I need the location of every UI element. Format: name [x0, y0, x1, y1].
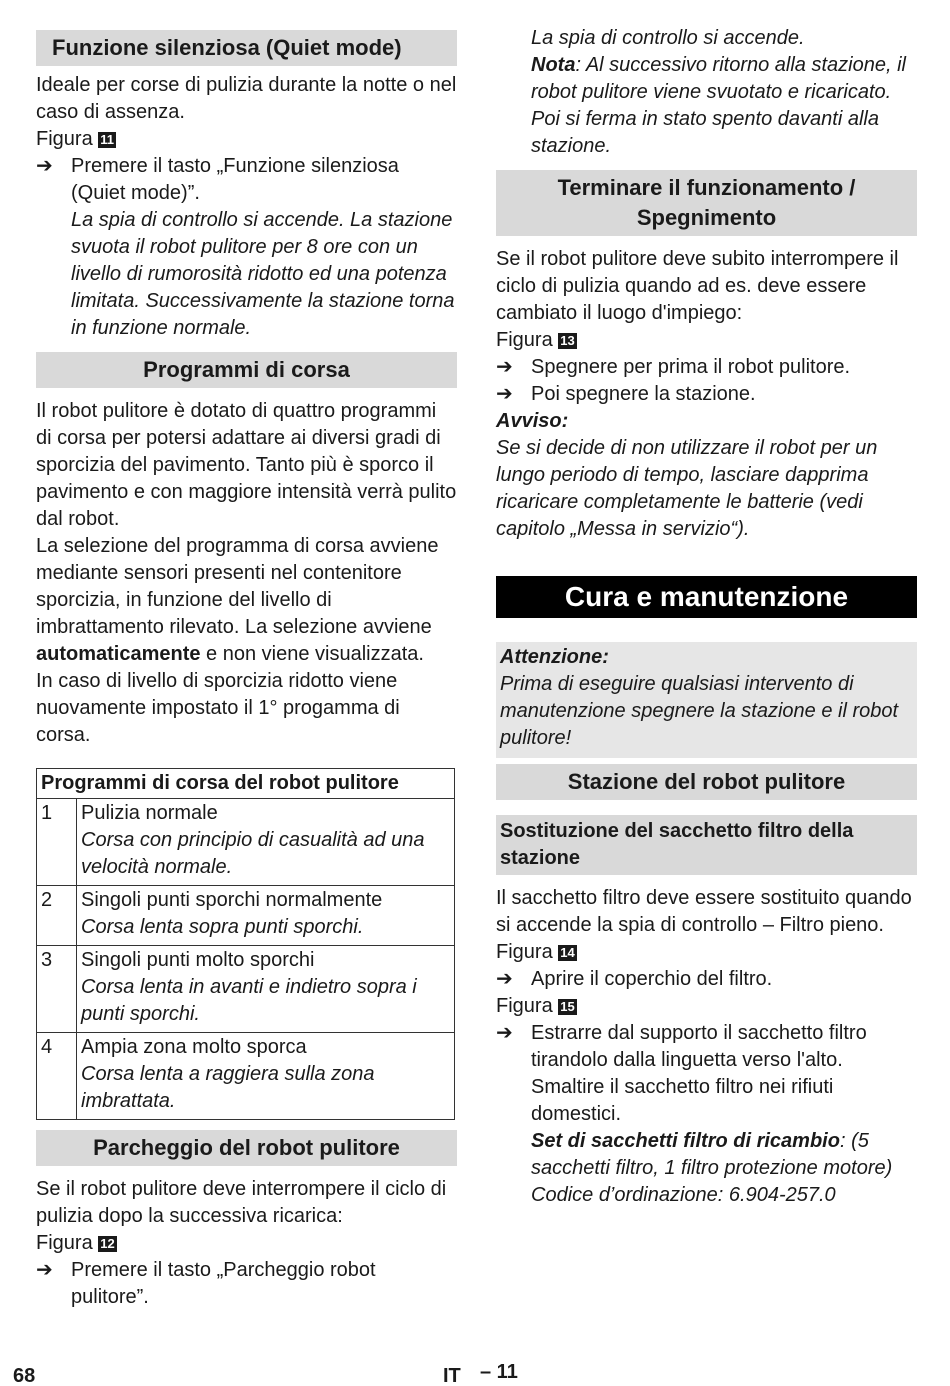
attention-text: Prima di eseguire qualsiasi intervento di manutenzione spegnere la stazione e il robot pulitore!	[500, 673, 899, 749]
step-text: Premere il tasto „Funzione silenziosa (Quiet mode)”.	[71, 155, 399, 204]
programs-paragraph-1: Il robot pulitore è dotato di quattro programmi di corsa per potersi adattare ai diversi gradi di sporcizia del pavimento. Tanto più è sporco il pavimento e con maggiore intensità verrà pulito dal robot.	[36, 400, 457, 530]
figure-ref-13	[496, 327, 917, 354]
quiet-mode-result: La spia di controllo si accende. La stazione svuota il robot pulitore per 8 ore con un livello di rumorosità ridotto ed una potenza limitata. Successivamente la stazione torna in funzione normale.	[71, 209, 455, 339]
page-number: 68	[13, 1365, 36, 1386]
row-content	[77, 946, 455, 1033]
figure-label: Figura	[36, 1232, 93, 1254]
spare-parts-info	[496, 1128, 917, 1182]
arrow-right-icon: ➔	[36, 1259, 53, 1281]
arrow-right-icon: ➔	[496, 968, 513, 990]
parking-note	[496, 52, 917, 160]
text-run: La selezione del programma di corsa avviene mediante sensori presenti nel contenitore sporcizia, in funzione del livello di imbrattamento rilevato. La selezione avviene	[36, 535, 439, 638]
left-column	[36, 30, 457, 1311]
row-number: 4	[37, 1033, 77, 1120]
arrow-right-icon: ➔	[36, 155, 53, 177]
figure-number-badge: 11	[100, 132, 115, 147]
bold-text: automaticamente	[36, 643, 201, 665]
avviso-label: Avviso:	[496, 410, 569, 432]
row-content	[77, 799, 455, 886]
row-title: Singoli punti sporchi normalmente	[81, 889, 383, 911]
text-run: e non viene visualizzata.	[200, 643, 424, 665]
programs-heading: Programmi di corsa	[36, 352, 457, 388]
parking-step	[36, 1257, 457, 1311]
spare-parts-label: Set di sacchetti filtro di ricambio	[531, 1130, 840, 1152]
row-number: 3	[37, 946, 77, 1033]
figure-label: Figura	[496, 995, 553, 1017]
step-text: Poi spegnere la stazione.	[531, 383, 756, 405]
figure-ref-15	[496, 993, 917, 1020]
right-column	[496, 25, 917, 1209]
table-row	[37, 886, 455, 946]
section-page-number: – 11	[480, 1361, 518, 1383]
figure-label: Figura	[496, 941, 553, 963]
end-step-1	[496, 354, 917, 381]
programs-paragraph-3: In caso di livello di sporcizia ridotto viene nuovamente impostato il 1° progamma di corsa.	[36, 670, 400, 746]
step-text: Aprire il coperchio del filtro.	[531, 968, 773, 990]
figure-label: Figura	[496, 329, 553, 351]
figure-ref-14	[496, 939, 917, 966]
attention-label: Attenzione:	[500, 646, 609, 668]
filter-bag-heading: Sostituzione del sacchetto filtro della stazione	[496, 815, 917, 875]
figure-ref-12	[36, 1230, 457, 1257]
figure-ref-11	[36, 126, 457, 153]
row-number: 1	[37, 799, 77, 886]
table-row	[37, 799, 455, 886]
note-label: Nota	[531, 54, 576, 76]
figure-number-badge: 14	[560, 945, 575, 960]
parking-intro: Se il robot pulitore deve interrompere il ciclo di pulizia dopo la successiva ricarica:	[36, 1178, 447, 1227]
avviso-text: Se si decide di non utilizzare il robot per un lungo periodo di tempo, lasciare dapprima ricaricare completamente le batterie (vedi capitolo „Messa in servizio“).	[496, 437, 878, 540]
filter-step-2	[496, 1020, 917, 1128]
spare-parts-text: : (5 sacchetti filtro, 1 filtro protezione motore)	[531, 1130, 893, 1179]
figure-number-badge: 12	[100, 1236, 115, 1251]
step-text: Spegnere per prima il robot pulitore.	[531, 356, 851, 378]
row-title: Singoli punti molto sporchi	[81, 949, 315, 971]
programs-paragraph-2	[36, 533, 457, 668]
filter-step-1	[496, 966, 917, 993]
row-content	[77, 886, 455, 946]
order-code: Codice d’ordinazione: 6.904-257.0	[531, 1184, 836, 1206]
care-maintenance-heading: Cura e manutenzione	[496, 576, 917, 618]
quiet-mode-intro: Ideale per corse di pulizia durante la notte o nel caso di assenza.	[36, 74, 457, 123]
row-description: Corsa lenta a raggiera sulla zona imbrattata.	[81, 1063, 375, 1112]
figure-number-badge: 15	[560, 999, 575, 1014]
row-title: Pulizia normale	[81, 802, 218, 824]
row-description: Corsa lenta sopra punti sporchi.	[81, 916, 364, 938]
end-operation-intro: Se il robot pulitore deve subito interrompere il ciclo di pulizia quando ad es. deve essere cambiato il luogo d'impiego:	[496, 248, 899, 324]
parking-result: La spia di controllo si accende.	[531, 27, 805, 49]
row-description: Corsa con principio di casualità ad una velocità normale.	[81, 829, 425, 878]
note-text: : Al successivo ritorno alla stazione, il robot pulitore viene svuotato e ricaricato. Poi si ferma in stato spento davanti alla stazione.	[531, 54, 906, 157]
table-row	[37, 946, 455, 1033]
row-title: Ampia zona molto sporca	[81, 1036, 307, 1058]
step-text: Estrarre dal supporto il sacchetto filtro tirandolo dalla linguetta verso l'alto. Smaltire il sacchetto filtro nei rifiuti domestici.	[531, 1022, 867, 1125]
attention-box	[496, 642, 917, 758]
row-description: Corsa lenta in avanti e indietro sopra i punti sporchi.	[81, 976, 417, 1025]
parking-heading: Parcheggio del robot pulitore	[36, 1130, 457, 1166]
end-step-2	[496, 381, 917, 408]
arrow-right-icon: ➔	[496, 383, 513, 405]
figure-number-badge: 13	[560, 333, 575, 348]
figure-label: Figura	[36, 128, 93, 150]
step-text: Premere il tasto „Parcheggio robot pulitore”.	[71, 1259, 376, 1308]
quiet-mode-heading: Funzione silenziosa (Quiet mode)	[36, 30, 457, 66]
end-operation-heading: Terminare il funzionamento / Spegnimento	[496, 170, 917, 236]
station-heading: Stazione del robot pulitore	[496, 764, 917, 800]
language-code: IT	[443, 1365, 461, 1386]
row-number: 2	[37, 886, 77, 946]
quiet-mode-step	[36, 153, 457, 207]
programs-table	[36, 768, 455, 1120]
filter-bag-intro: Il sacchetto filtro deve essere sostituito quando si accende la spia di controllo – Filtro pieno.	[496, 887, 912, 936]
table-header: Programmi di corsa del robot pulitore	[37, 769, 455, 799]
arrow-right-icon: ➔	[496, 1022, 513, 1044]
table-row	[37, 1033, 455, 1120]
row-content	[77, 1033, 455, 1120]
arrow-right-icon: ➔	[496, 356, 513, 378]
